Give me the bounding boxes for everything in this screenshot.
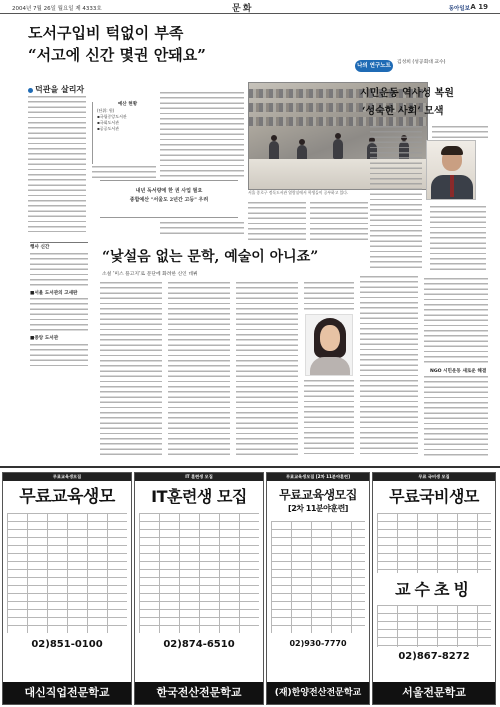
left-notice-box: [30, 242, 88, 380]
lead-body-col5: [248, 202, 306, 240]
column-body-col1: [432, 126, 488, 138]
ad-topbar: 무료교육생모집 [2차 11분야훈련]: [267, 473, 369, 481]
bookshelf: [249, 117, 427, 126]
sidebox-item: ▪공공도서관: [97, 126, 120, 131]
portrait-body: [310, 357, 350, 376]
ad-course-table: [139, 513, 259, 633]
left-box-subtitle: ■중앙 도서관: [30, 336, 59, 341]
reader-head: [271, 135, 277, 141]
section-title: 문화: [232, 4, 254, 14]
advertisement-area: [0, 466, 500, 707]
right-subhead: NGO 시민운동 새로운 해결: [430, 369, 487, 374]
portrait-hair: [441, 146, 463, 155]
ad-school-name: 서울전문학교: [373, 682, 495, 704]
left-box-body: [30, 253, 88, 289]
photo-caption: 서울 종로구 정독도서관 열람실에서 학생들이 공부하고 있다.: [248, 190, 349, 195]
ad-hankook[interactable]: [134, 472, 264, 705]
column-body-col2: [370, 126, 422, 270]
reader-figure: [269, 141, 279, 161]
reader-head: [299, 139, 305, 145]
feature-body-col2: [168, 282, 230, 458]
ad-phone: 02)867-8272: [398, 651, 470, 662]
left-box-body: [30, 344, 88, 368]
ad-phone: 02)874-6510: [163, 639, 235, 650]
portrait-face: [320, 325, 340, 351]
feature-subtitle: 소설 ‘미스 플고지’로 문단에 화려한 신인 데뷔: [102, 272, 198, 277]
ad-recruit-title: 교수초빙: [395, 580, 473, 599]
ad-school-name: 대신직업전문학교: [3, 682, 131, 704]
ad-course-table: [271, 521, 365, 633]
column-body-col3: [430, 206, 486, 270]
ad-recruit-table: [377, 605, 491, 647]
reader-figure: [333, 139, 343, 159]
ad-course-table: [7, 513, 127, 633]
budget-sidebox: [92, 102, 158, 164]
ad-topbar: IT 훈련생 모집: [135, 473, 263, 481]
bullet-icon: [28, 88, 33, 93]
newspaper-name: 동아일보: [448, 6, 470, 12]
ad-course-table: [377, 513, 491, 573]
kicker-text: 덕관을 살리자: [35, 84, 85, 94]
lead-body-col1: [28, 96, 86, 232]
left-box-title: 행사 신간: [30, 245, 50, 250]
ad-seoul[interactable]: [372, 472, 496, 705]
right-body-col3: [424, 376, 488, 458]
feature-body-col1: [100, 282, 162, 458]
page-header: [0, 0, 500, 14]
ad-title: 무료교육생모집: [279, 488, 357, 502]
ad-phone: 02)851-0100: [31, 639, 103, 650]
lead-quote-box: [100, 180, 238, 218]
left-box-subtitle: ■서울 도서관의 고새판: [30, 290, 78, 296]
column-headline-line2: ‘성숙한 사회’ 모색: [362, 106, 444, 117]
lead-headline-line2: “서고에 신간 몇권 안돼요”: [28, 46, 206, 64]
right-body-col2: [424, 278, 488, 364]
feature-body-col4: [304, 282, 354, 310]
ad-title: 무료국비생모: [389, 487, 479, 506]
feature-headline: “낯설음 없는 문학, 예술이 아니죠”: [102, 249, 319, 265]
novelist-portrait: [305, 314, 353, 376]
portrait-tie: [450, 175, 454, 197]
quote-line1: 내년 독서량에 한 권 사업 필요: [135, 188, 203, 194]
column-author: 김성희 (성공회대 교수): [397, 60, 446, 65]
lead-kicker: [28, 84, 84, 95]
feature-body-col5: [304, 380, 354, 458]
right-body-col1: [360, 276, 418, 458]
reader-head: [335, 133, 341, 139]
author-portrait: [426, 140, 476, 200]
ad-subtitle: [2차 11분야훈련]: [288, 504, 348, 513]
ad-title: 무료교육생모: [19, 487, 115, 507]
left-box-body: [30, 298, 88, 334]
sidebox-item: ▪국회도서관: [97, 120, 120, 125]
issue-date: 2004년 7월 26일 월요일 제 4333호: [12, 6, 102, 12]
lead-body-col2: [92, 166, 156, 180]
column-headline-line1: 시민운동 역사성 복원: [360, 88, 454, 99]
ad-title: IT훈련생 모집: [151, 487, 247, 506]
sidebox-item: ▪국립중앙도서관: [97, 114, 127, 119]
page-number: A 19: [470, 3, 488, 11]
lead-headline-line1: 도서구입비 턱없이 부족: [28, 24, 184, 42]
quote-line2: 종합예산 "서울도 2년간 고등" 우려: [129, 197, 209, 203]
ad-topbar: 무료 국비생 모집: [373, 473, 495, 481]
sidebox-item: (단위: 원): [97, 108, 115, 113]
ad-phone: 02)930-7770: [289, 639, 347, 648]
lead-body-col3: [160, 92, 244, 178]
column-badge: 나의 연구노트: [355, 60, 393, 72]
ad-school-name: 한국전산전문학교: [135, 682, 263, 704]
lead-body-col6: [310, 202, 368, 240]
column-badge-area: [355, 58, 485, 80]
ad-hanyang[interactable]: [266, 472, 370, 705]
feature-body-col3: [236, 282, 298, 458]
ad-daesin[interactable]: [2, 472, 132, 705]
sidebox-title: 예산 현황: [117, 102, 138, 107]
ad-school-name: (재)한양전산전문학교: [267, 682, 369, 704]
lead-body-col4: [160, 222, 244, 234]
ad-topbar: 무료교육생모집: [3, 473, 131, 481]
